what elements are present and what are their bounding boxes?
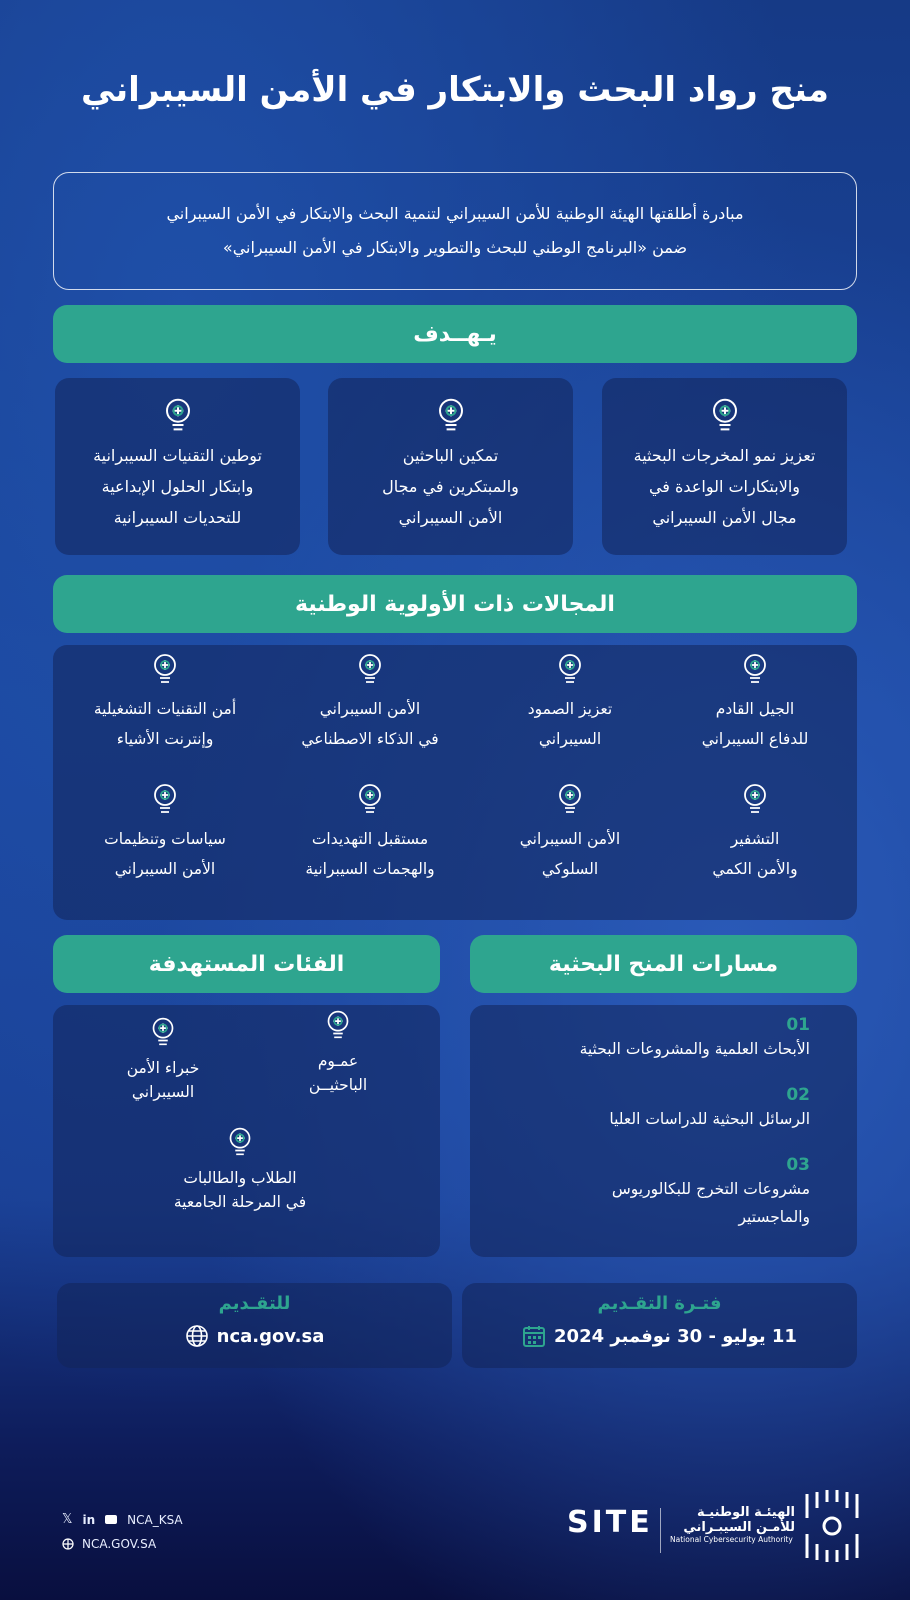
goals-heading-bar (53, 305, 857, 363)
goal-line: للتحديات السيبرانية (113, 508, 242, 527)
audience-line: في المرحلة الجامعية (173, 1193, 307, 1211)
nca-name-ar-1: الهيئـة الوطنيـة (696, 1505, 795, 1520)
area-line: الأمن السيبراني (319, 700, 421, 718)
area-line: أمن التقنيات التشغيلية (93, 700, 237, 718)
goal-line: توطين التقنيات السيبرانية (93, 446, 262, 465)
track-text: مشروعات التخرج للبكالوريوس والماجستير (611, 1180, 810, 1226)
priority-area (665, 648, 845, 754)
cards-shield-icon (156, 392, 200, 436)
footer-website[interactable]: NCA.GOV.SA (82, 1537, 157, 1551)
expert-icon (144, 1012, 182, 1050)
area-line: للدفاع السيبراني (701, 730, 809, 748)
intro-line-2: ضمن «البرنامج الوطني للبحث والتطوير والابتكار في الأمن السيبراني» (222, 238, 688, 257)
globe-icon (185, 1324, 209, 1348)
youtube-icon[interactable] (105, 1515, 117, 1524)
tracks-heading-bar (470, 935, 857, 993)
area-line: التشفير (730, 830, 780, 848)
audience-line: عمـوم (317, 1052, 359, 1070)
nca-name-ar-2: للأمـن السيبـراني (683, 1520, 795, 1535)
students-icon (221, 1122, 259, 1160)
priority-area (280, 778, 460, 884)
binary-lock-icon (735, 778, 775, 818)
audience-item (283, 1005, 393, 1097)
area-line: وإنترنت الأشياء (116, 730, 214, 748)
ai-chip-icon (350, 648, 390, 688)
area-line: سياسات وتنظيمات (104, 830, 226, 848)
area-line: مستقبل التهديدات (311, 830, 429, 848)
audience-item (150, 1122, 330, 1214)
tracks-heading: مسارات المنح البحثية (548, 951, 779, 977)
linkedin-icon[interactable]: in (82, 1512, 96, 1527)
track-number: 02 (786, 1085, 810, 1105)
nca-emblem-icon (803, 1488, 861, 1564)
goal-line: وابتكار الحلول الإبداعية (101, 477, 254, 496)
area-line: تعزيز الصمود (527, 700, 613, 718)
audience-line: الطلاب والطالبات (183, 1169, 297, 1187)
nca-name-en: National Cybersecurity Authority (670, 1535, 793, 1544)
track-text: الأبحاث العلمية والمشروعات البحثية (579, 1040, 810, 1058)
area-line: الأمن السيبراني (114, 860, 216, 878)
apply-box (57, 1283, 452, 1368)
goal-line: والمبتكرين في مجال (382, 477, 519, 496)
intro-line-1: مبادرة أطلقتها الهيئة الوطنية للأمن السيبراني لتنمية البحث والابتكار في الأمن السيبراني (166, 204, 744, 223)
priority-heading: المجالات ذات الأولوية الوطنية (295, 591, 615, 617)
area-line: السلوكي (541, 860, 599, 878)
track-number: 01 (786, 1015, 810, 1035)
nca-logo-text (670, 1505, 795, 1544)
globe-icon (62, 1538, 74, 1550)
priority-area (280, 648, 460, 754)
period-box (462, 1283, 857, 1368)
goal-line: تعزيز نمو المخرجات البحثية (633, 446, 816, 465)
x-icon[interactable]: 𝕏 (62, 1512, 73, 1527)
area-line: والهجمات السيبرانية (305, 860, 435, 878)
researcher-icon (319, 1005, 357, 1043)
audience-item (108, 1012, 218, 1104)
shield-virus-icon (145, 648, 185, 688)
audience-line: خبراء الأمن (126, 1059, 200, 1077)
priority-area (480, 648, 660, 754)
audience-line: الباحثيــن (308, 1076, 368, 1094)
website-row (62, 1537, 156, 1551)
calendar-icon (522, 1324, 546, 1348)
social-handle: NCA_KSA (127, 1512, 183, 1527)
period-label: فتـرة التقـديم (597, 1293, 722, 1314)
apply-link[interactable]: nca.gov.sa (216, 1325, 325, 1347)
apply-label: للتقـديم (218, 1293, 291, 1314)
goal-line: والابتكارات الواعدة في (648, 477, 801, 496)
document-shield-icon (145, 778, 185, 818)
goal-card (602, 378, 847, 555)
laptop-password-icon (350, 778, 390, 818)
shield-lock-icon (550, 778, 590, 818)
site-logo: SITE (567, 1505, 653, 1540)
goal-card (328, 378, 573, 555)
audience-heading-bar (53, 935, 440, 993)
intro-box (53, 172, 857, 290)
goals-heading: يـهــدف (413, 321, 497, 347)
priority-area (75, 778, 255, 884)
audience-heading: الفئات المستهدفة (148, 951, 345, 977)
network-lock-icon (735, 648, 775, 688)
priority-area (665, 778, 845, 884)
gear-bulb-icon (429, 392, 473, 436)
period-dates: 11 يوليو - 30 نوفمبر 2024 (554, 1325, 797, 1347)
area-line: في الذكاء الاصطناعي (301, 730, 439, 748)
priority-area (480, 778, 660, 884)
priority-heading-bar (53, 575, 857, 633)
goal-line: مجال الأمن السيبراني (652, 508, 797, 527)
area-line: السيبراني (538, 730, 602, 748)
area-line: الأمن السيبراني (519, 830, 621, 848)
goal-card (55, 378, 300, 555)
monitor-gear-icon (550, 648, 590, 688)
priority-area (75, 648, 255, 754)
track-number: 03 (786, 1155, 810, 1175)
goal-line: الأمن السيبراني (398, 508, 503, 527)
logo-divider (660, 1508, 661, 1553)
area-line: والأمن الكمي (712, 860, 798, 878)
goal-line: تمكين الباحثين (402, 446, 499, 465)
lightbulb-chip-icon (703, 392, 747, 436)
area-line: الجيل القادم (715, 700, 795, 718)
social-row (62, 1512, 183, 1527)
audience-line: السيبراني (131, 1083, 195, 1101)
page-title: منح رواد البحث والابتكار في الأمن السيبراني (81, 70, 829, 110)
track-text: الرسائل البحثية للدراسات العليا (609, 1110, 810, 1128)
